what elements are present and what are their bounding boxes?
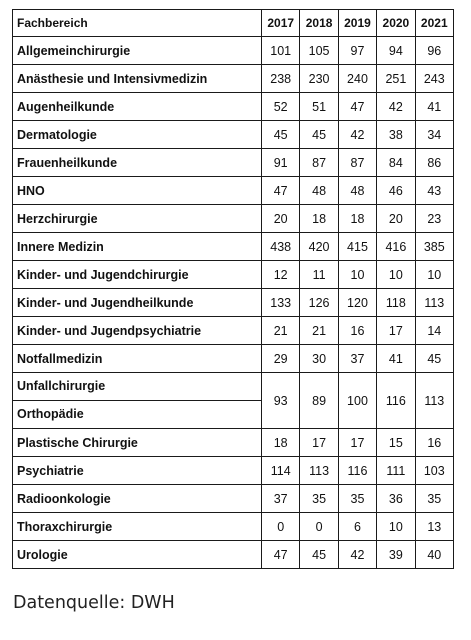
header-year: 2021 (415, 10, 453, 37)
value-cell: 40 (415, 541, 453, 569)
department-name: Radioonkologie (13, 485, 262, 513)
department-name: Innere Medizin (13, 233, 262, 261)
value-cell: 48 (300, 177, 338, 205)
value-cell: 17 (377, 317, 415, 345)
department-name: Plastische Chirurgie (13, 429, 262, 457)
value-cell: 87 (300, 149, 338, 177)
value-cell: 6 (338, 513, 376, 541)
value-cell: 18 (300, 205, 338, 233)
value-cell: 45 (300, 541, 338, 569)
table-row (13, 513, 454, 541)
department-table (12, 9, 454, 569)
value-cell: 438 (262, 233, 300, 261)
department-name: Herzchirurgie (13, 205, 262, 233)
department-name: Notfallmedizin (13, 345, 262, 373)
value-cell: 0 (262, 513, 300, 541)
table-row-merged (13, 373, 454, 429)
value-cell: 385 (415, 233, 453, 261)
value-cell: 46 (377, 177, 415, 205)
value-cell: 18 (262, 429, 300, 457)
value-cell: 35 (300, 485, 338, 513)
value-cell: 13 (415, 513, 453, 541)
table-row (13, 177, 454, 205)
value-cell: 101 (262, 37, 300, 65)
department-name: Frauenheilkunde (13, 149, 262, 177)
value-cell: 10 (415, 261, 453, 289)
value-cell: 89 (300, 373, 338, 429)
value-cell: 103 (415, 457, 453, 485)
value-cell: 38 (377, 121, 415, 149)
department-name-merged (13, 373, 262, 429)
value-cell: 20 (377, 205, 415, 233)
value-cell: 45 (415, 345, 453, 373)
value-cell: 415 (338, 233, 376, 261)
value-cell: 42 (377, 93, 415, 121)
value-cell: 21 (300, 317, 338, 345)
value-cell: 45 (300, 121, 338, 149)
value-cell: 18 (338, 205, 376, 233)
header-department: Fachbereich (13, 10, 262, 37)
data-source-note: Datenquelle: DWH (13, 593, 175, 613)
value-cell: 240 (338, 65, 376, 93)
header-year: 2018 (300, 10, 338, 37)
table-row (13, 317, 454, 345)
value-cell: 20 (262, 205, 300, 233)
value-cell: 42 (338, 541, 376, 569)
value-cell: 17 (338, 429, 376, 457)
header-year: 2017 (262, 10, 300, 37)
table-row (13, 93, 454, 121)
value-cell: 100 (338, 373, 376, 429)
value-cell: 105 (300, 37, 338, 65)
value-cell: 10 (338, 261, 376, 289)
department-name: Augenheilkunde (13, 93, 262, 121)
value-cell: 93 (262, 373, 300, 429)
value-cell: 43 (415, 177, 453, 205)
value-cell: 86 (415, 149, 453, 177)
department-name: Unfallchirurgie (13, 373, 261, 401)
value-cell: 116 (338, 457, 376, 485)
value-cell: 35 (415, 485, 453, 513)
value-cell: 416 (377, 233, 415, 261)
value-cell: 30 (300, 345, 338, 373)
table-row (13, 121, 454, 149)
value-cell: 230 (300, 65, 338, 93)
value-cell: 113 (300, 457, 338, 485)
department-name: Urologie (13, 541, 262, 569)
header-year: 2019 (338, 10, 376, 37)
value-cell: 16 (338, 317, 376, 345)
value-cell: 133 (262, 289, 300, 317)
department-name: Allgemeinchirurgie (13, 37, 262, 65)
value-cell: 87 (338, 149, 376, 177)
value-cell: 41 (377, 345, 415, 373)
value-cell: 15 (377, 429, 415, 457)
department-name: HNO (13, 177, 262, 205)
value-cell: 41 (415, 93, 453, 121)
value-cell: 16 (415, 429, 453, 457)
value-cell: 97 (338, 37, 376, 65)
value-cell: 35 (338, 485, 376, 513)
value-cell: 34 (415, 121, 453, 149)
value-cell: 48 (338, 177, 376, 205)
value-cell: 114 (262, 457, 300, 485)
value-cell: 96 (415, 37, 453, 65)
table-row (13, 205, 454, 233)
value-cell: 91 (262, 149, 300, 177)
value-cell: 47 (262, 177, 300, 205)
value-cell: 47 (338, 93, 376, 121)
value-cell: 42 (338, 121, 376, 149)
value-cell: 45 (262, 121, 300, 149)
department-name: Kinder- und Jugendchirurgie (13, 261, 262, 289)
value-cell: 120 (338, 289, 376, 317)
department-name: Kinder- und Jugendpsychiatrie (13, 317, 262, 345)
table-row (13, 485, 454, 513)
value-cell: 10 (377, 261, 415, 289)
value-cell: 21 (262, 317, 300, 345)
table-row (13, 261, 454, 289)
table-row (13, 457, 454, 485)
value-cell: 113 (415, 373, 453, 429)
value-cell: 116 (377, 373, 415, 429)
value-cell: 420 (300, 233, 338, 261)
department-name: Psychiatrie (13, 457, 262, 485)
value-cell: 37 (262, 485, 300, 513)
value-cell: 84 (377, 149, 415, 177)
value-cell: 118 (377, 289, 415, 317)
value-cell: 12 (262, 261, 300, 289)
table-row (13, 429, 454, 457)
table-row (13, 541, 454, 569)
department-name: Thoraxchirurgie (13, 513, 262, 541)
value-cell: 111 (377, 457, 415, 485)
value-cell: 11 (300, 261, 338, 289)
value-cell: 243 (415, 65, 453, 93)
value-cell: 94 (377, 37, 415, 65)
value-cell: 36 (377, 485, 415, 513)
value-cell: 10 (377, 513, 415, 541)
department-name: Dermatologie (13, 121, 262, 149)
table-row (13, 233, 454, 261)
value-cell: 47 (262, 541, 300, 569)
value-cell: 126 (300, 289, 338, 317)
department-name: Kinder- und Jugendheilkunde (13, 289, 262, 317)
value-cell: 113 (415, 289, 453, 317)
table-row (13, 289, 454, 317)
value-cell: 29 (262, 345, 300, 373)
header-year: 2020 (377, 10, 415, 37)
value-cell: 251 (377, 65, 415, 93)
value-cell: 17 (300, 429, 338, 457)
table-row (13, 345, 454, 373)
value-cell: 37 (338, 345, 376, 373)
department-name: Anästhesie und Intensivmedizin (13, 65, 262, 93)
value-cell: 52 (262, 93, 300, 121)
value-cell: 0 (300, 513, 338, 541)
value-cell: 238 (262, 65, 300, 93)
value-cell: 23 (415, 205, 453, 233)
department-name: Orthopädie (17, 407, 84, 421)
table-row (13, 149, 454, 177)
table-row (13, 37, 454, 65)
table-row (13, 65, 454, 93)
header-row (13, 10, 454, 37)
value-cell: 39 (377, 541, 415, 569)
value-cell: 51 (300, 93, 338, 121)
value-cell: 14 (415, 317, 453, 345)
